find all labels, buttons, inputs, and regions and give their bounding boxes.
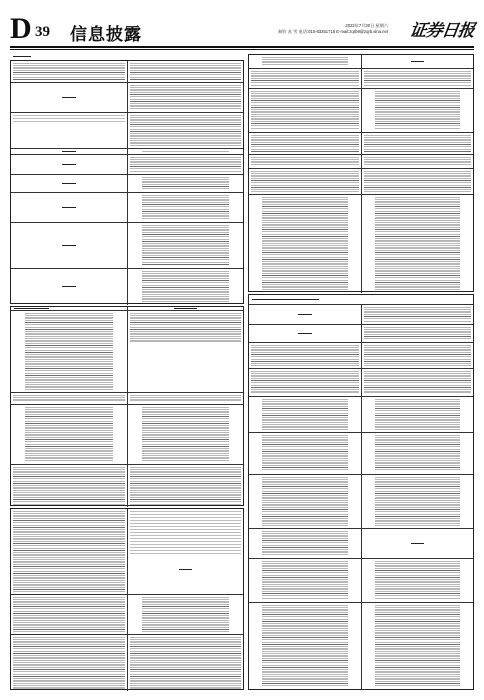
table-row <box>11 595 243 635</box>
header-rule-thin <box>10 49 474 50</box>
table-row <box>249 529 473 559</box>
table-row <box>11 193 243 223</box>
table-row <box>11 393 243 405</box>
table-row <box>11 83 243 113</box>
table-row <box>249 295 473 305</box>
table-row <box>249 69 473 89</box>
table-row <box>249 559 473 603</box>
page-number: 39 <box>35 24 50 40</box>
disclosure-table-2 <box>10 306 244 506</box>
table-row <box>249 133 473 155</box>
table-row <box>11 405 243 465</box>
table-row <box>11 465 243 507</box>
right-column <box>248 54 474 690</box>
section-title: 信息披露 <box>70 25 142 45</box>
issue-date: 2022年7月30日 星期六 <box>345 23 388 28</box>
page-header <box>0 0 484 52</box>
table-row <box>249 343 473 369</box>
table-row <box>11 311 243 393</box>
table-row <box>249 433 473 475</box>
table-row <box>11 635 243 691</box>
table-row <box>249 325 473 343</box>
table-row <box>11 61 243 83</box>
header-rule-thick <box>10 46 474 48</box>
table-row <box>249 195 473 293</box>
disclosure-table-3 <box>10 508 244 690</box>
disclosure-table-1 <box>10 60 244 304</box>
newspaper-logo: 证券日报 <box>408 21 476 41</box>
left-column <box>10 54 244 690</box>
editor-contact: 制作 苏 雪 电话:010-83251716 E-mail:zqrb9@zqrb.sina.net <box>278 29 388 34</box>
table-row <box>249 89 473 133</box>
table-row <box>249 603 473 689</box>
table-row <box>249 397 473 433</box>
table-row <box>11 509 243 595</box>
table-row <box>249 55 473 69</box>
issue-meta <box>278 23 388 35</box>
disclosure-content <box>10 54 474 690</box>
disclosure-table-5 <box>248 294 474 690</box>
section-letter: D <box>10 12 32 45</box>
table-row <box>11 175 243 193</box>
table-row <box>11 223 243 269</box>
table-row <box>249 305 473 325</box>
table-row <box>249 369 473 397</box>
disclosure-table-4 <box>248 54 474 292</box>
table-row <box>11 155 243 175</box>
table-row <box>11 113 243 149</box>
table-row <box>249 475 473 529</box>
table-row <box>249 155 473 169</box>
table-row <box>249 169 473 195</box>
table-row <box>11 269 243 305</box>
